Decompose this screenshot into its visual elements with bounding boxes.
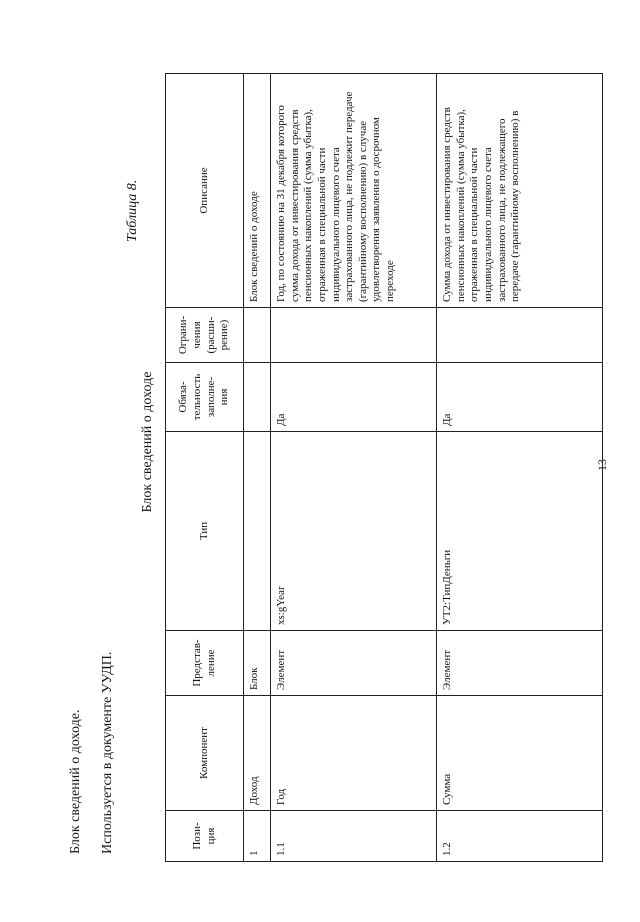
cell-position: 1.2: [437, 811, 603, 862]
table-row: [271, 74, 437, 862]
cell-mandatory: [244, 363, 271, 432]
intro-text-line-2: Используется в документе УУДП.: [100, 651, 115, 854]
table-caption: Таблица 8.: [125, 179, 140, 242]
intro-text-line-1: Блок сведений о доходе.: [68, 709, 83, 854]
header-type: Тип: [166, 432, 244, 631]
cell-restrictions: [271, 308, 437, 363]
header-restrictions: Ограни- чения (расши- рение): [166, 308, 244, 363]
cell-description: Блок сведений о доходе: [244, 74, 271, 308]
header-position: Пози- ция: [166, 811, 244, 862]
cell-type: УТ2:ТипДеньги: [437, 432, 603, 631]
cell-restrictions: [437, 308, 603, 363]
cell-component: Доход: [244, 696, 271, 811]
table-title: Блок сведений о доходе: [140, 371, 155, 513]
cell-mandatory: Да: [437, 363, 603, 432]
cell-mandatory: Да: [271, 363, 437, 432]
cell-component: Год: [271, 696, 437, 811]
cell-representation: Элемент: [271, 631, 437, 696]
header-representation: Представ- ление: [166, 631, 244, 696]
cell-representation: Блок: [244, 631, 271, 696]
cell-restrictions: [244, 308, 271, 363]
cell-position: 1.1: [271, 811, 437, 862]
cell-type: [244, 432, 271, 631]
page-number: 13: [595, 459, 609, 471]
cell-description: Сумма дохода от инвестирования средств пенсионных накоплений (сумма убытка), отраженная в специальной части индивидуального лицевого счета застрахованного лица, не подлежащего передаче (гарантийному восполнению) в: [437, 74, 603, 308]
cell-component: Сумма: [437, 696, 603, 811]
table-row: [437, 74, 603, 862]
header-description: Описание: [166, 74, 244, 308]
table-header-row: [166, 74, 244, 862]
cell-description: Год, по состоянию на 31 декабря которого сумма дохода от инвестирования средств пенсионных накоплений (сумма убытка), отраженная в специальной части индивидуального лицевого счета застрахованного лица, не подлежит передаче (гарантийному восполнению) в случае удовлетворения заявления о досрочном переходе: [271, 74, 437, 308]
table-row: [244, 74, 271, 862]
cell-type: xs:gYear: [271, 432, 437, 631]
cell-representation: Элемент: [437, 631, 603, 696]
data-table: [165, 73, 603, 862]
cell-position: 1: [244, 811, 271, 862]
header-component: Компонент: [166, 696, 244, 811]
header-mandatory: Обяза- тельность заполне- ния: [166, 363, 244, 432]
